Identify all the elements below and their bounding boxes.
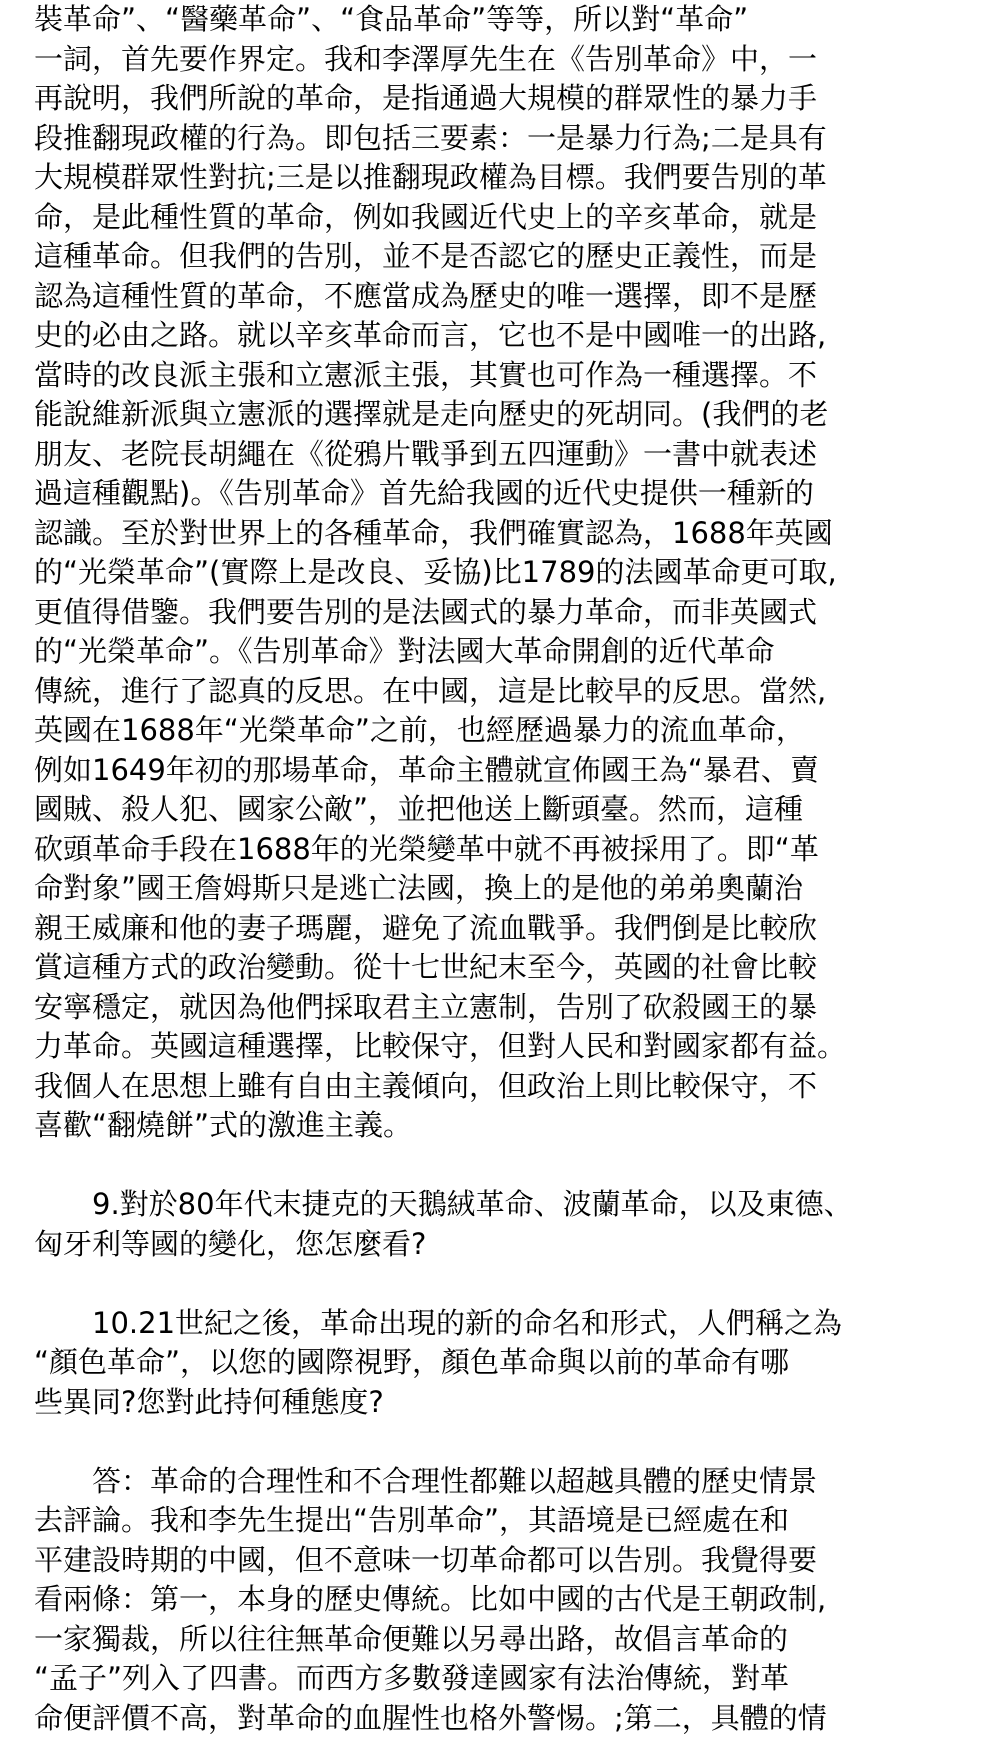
text-line: 再說明，我們所說的革命，是指通過大規模的群眾性的暴力手	[34, 81, 818, 115]
text-line: 匈牙利等國的變化，您怎麼看?	[34, 1226, 427, 1261]
paragraph-gap	[34, 1264, 974, 1304]
text-line: 國賊、殺人犯、國家公敵”，並把他送上斷頭臺。然而，這種	[34, 792, 804, 826]
text-line: 10.21世紀之後，革命出現的新的命名和形式，人們稱之為	[92, 1305, 843, 1340]
question-9	[34, 1185, 974, 1264]
answer-10	[34, 1462, 974, 1739]
text-line: 更值得借鑒。我們要告別的是法國式的暴力革命，而非英國式	[34, 594, 818, 629]
text-line: 看兩條：第一，本身的歷史傳統。比如中國的古代是王朝政制,	[34, 1582, 827, 1616]
text-line: 能說維新派與立憲派的選擇就是走向歷史的死胡同。(我們的老	[34, 397, 829, 431]
text-line: 一詞，首先要作界定。我和李澤厚先生在《告別革命》中，一	[34, 41, 818, 76]
text-line: 例如1649年初的那場革命，革命主體就宣佈國王為“暴君、賣	[34, 752, 819, 787]
text-line: 大規模群眾性對抗;三是以推翻現政權為目標。我們要告別的革	[34, 160, 827, 194]
text-line: 傳統，進行了認真的反思。在中國，這是比較早的反思。當然,	[34, 673, 827, 708]
text-line: 裝革命”、“醫藥革命”、“食品革命”等等，所以對“革命”	[34, 2, 749, 36]
text-line: 些異同?您對此持何種態度?	[34, 1384, 384, 1419]
text-line: 9.對於80年代末捷克的天鵝絨革命、波蘭革命，以及東德、	[92, 1187, 853, 1221]
document-page	[34, 0, 974, 1738]
paragraph-gap	[34, 1146, 974, 1186]
text-line: 命對象”國王詹姆斯只是逃亡法國，換上的是他的弟弟奧蘭治	[34, 871, 804, 905]
text-line: 安寧穩定，就因為他們採取君主立憲制，告別了砍殺國王的暴	[34, 989, 818, 1024]
text-line: 去評論。我和李先生提出“告別革命”，其語境是已經處在和	[34, 1503, 790, 1537]
text-line: 我個人在思想上雖有自由主義傾向，但政治上則比較保守，不	[34, 1068, 818, 1103]
text-line: 命，是此種性質的革命，例如我國近代史上的辛亥革命，就是	[34, 199, 818, 234]
text-line: 認識。至於對世界上的各種革命，我們確實認為，1688年英國	[34, 515, 833, 550]
text-line: 答：革命的合理性和不合理性都難以超越具體的歷史情景	[92, 1463, 818, 1498]
text-line: 喜歡“翻燒餅”式的激進主義。	[34, 1108, 413, 1142]
text-line: 平建設時期的中國，但不意味一切革命都可以告別。我覺得要	[34, 1542, 818, 1577]
text-line: 過這種觀點)。《告別革命》首先給我國的近代史提供一種新的	[34, 476, 814, 510]
question-10	[34, 1304, 974, 1423]
text-line: 這種革命。但我們的告別，並不是否認它的歷史正義性，而是	[34, 239, 818, 273]
text-line: 親王威廉和他的妻子瑪麗，避免了流血戰爭。我們倒是比較欣	[34, 910, 818, 945]
text-line: 認為這種性質的革命，不應當成為歷史的唯一選擇，即不是歷	[34, 278, 818, 313]
text-line: 命便評價不高，對革命的血腥性也格外警惕。;第二，具體的情	[34, 1700, 827, 1735]
text-line: 一家獨裁，所以往往無革命便難以另尋出路，故倡言革命的	[34, 1621, 789, 1656]
text-line: 力革命。英國這種選擇，比較保守，但對人民和對國家都有益。	[34, 1029, 847, 1063]
text-line: 砍頭革命手段在1688年的光榮變革中就不再被採用了。即“革	[34, 831, 819, 866]
text-line: 英國在1688年“光榮革命”之前，也經歷過暴力的流血革命，	[34, 713, 805, 747]
paragraph-1	[34, 0, 974, 1146]
text-line: 段推翻現政權的行為。即包括三要素：一是暴力行為;二是具有	[34, 120, 827, 155]
text-line: 的“光榮革命”。《告別革命》對法國大革命開創的近代革命	[34, 634, 775, 668]
text-line: 賞這種方式的政治變動。從十七世紀末至今，英國的社會比較	[34, 950, 818, 984]
text-line: “顏色革命”，以您的國際視野，顏色革命與以前的革命有哪	[34, 1345, 790, 1379]
paragraph-gap	[34, 1422, 974, 1462]
text-line: 朋友、老院長胡繩在《從鴉片戰爭到五四運動》一書中就表述	[34, 436, 818, 471]
text-line: 當時的改良派主張和立憲派主張，其實也可作為一種選擇。不	[34, 357, 818, 392]
text-line: 的“光榮革命”(實際上是改良、妥協)比1789的法國革命更可取,	[34, 555, 837, 589]
text-line: 史的必由之路。就以辛亥革命而言，它也不是中國唯一的出路,	[34, 318, 827, 352]
text-line: “孟子”列入了四書。而西方多數發達國家有法治傳統，對革	[34, 1661, 790, 1695]
